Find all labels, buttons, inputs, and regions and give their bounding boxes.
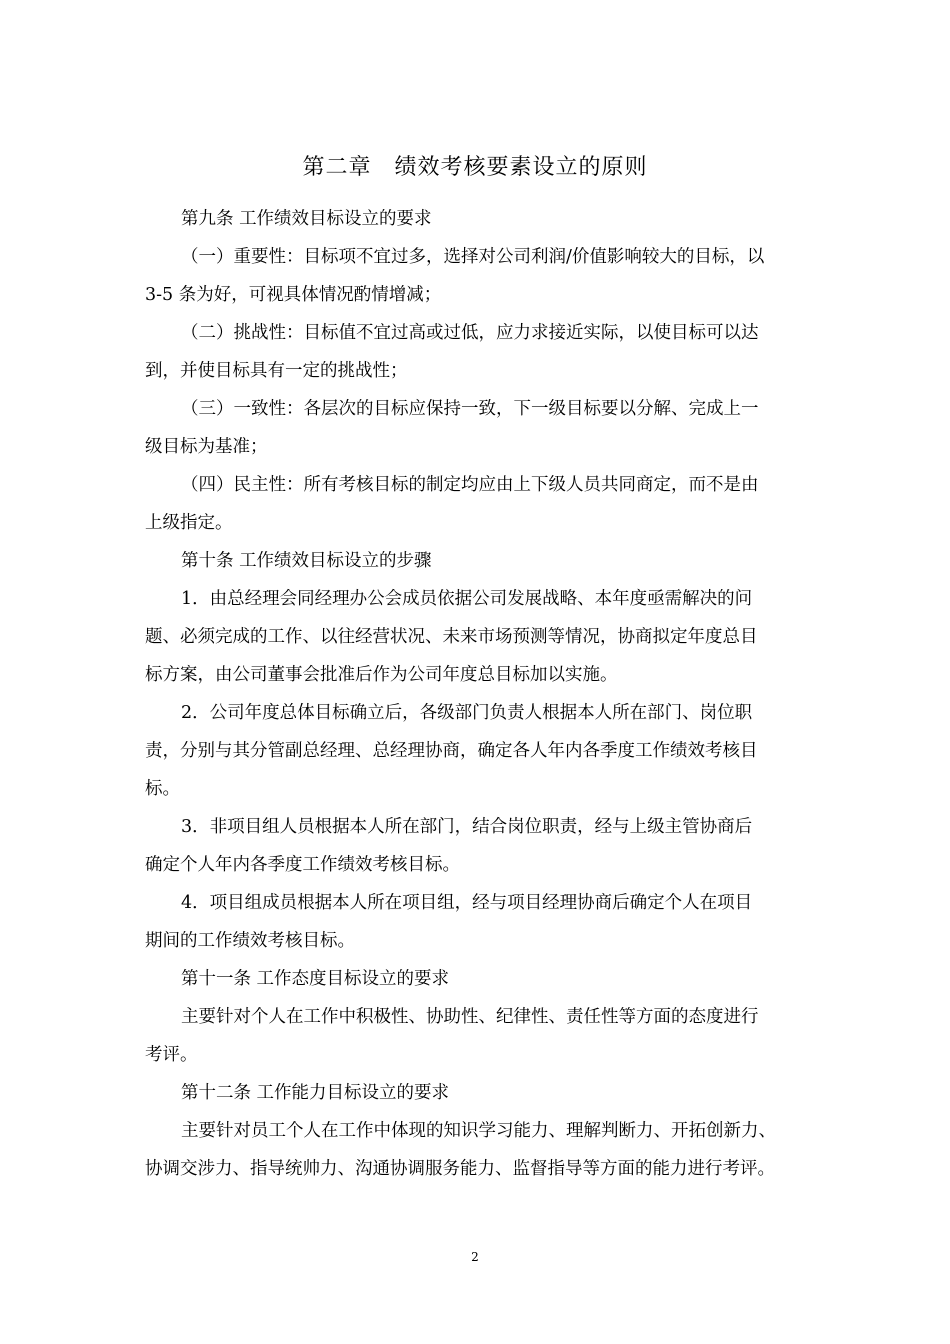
paragraph-line: 标。 (145, 779, 180, 799)
chapter-title: 第二章 绩效考核要素设立的原则 (302, 155, 648, 180)
article-heading: 第九条 工作绩效目标设立的要求 (181, 209, 432, 229)
paragraph (145, 694, 811, 808)
paragraph-line: （四）民主性：所有考核目标的制定均应由上下级人员共同商定，而不是由 (181, 475, 759, 495)
article-heading: 第十一条 工作态度目标设立的要求 (181, 969, 450, 989)
paragraph-line: 上级指定。 (145, 513, 233, 533)
paragraph-line: 主要针对个人在工作中积极性、协助性、纪律性、责任性等方面的态度进行 (181, 1007, 759, 1027)
paragraph-line: （三）一致性：各层次的目标应保持一致，下一级目标要以分解、完成上一 (181, 399, 759, 419)
paragraph-line: 2．公司年度总体目标确立后，各级部门负责人根据本人所在部门、岗位职 (181, 703, 753, 723)
paragraph (145, 884, 811, 960)
paragraph-line: 4．项目组成员根据本人所在项目组，经与项目经理协商后确定个人在项目 (181, 893, 753, 913)
paragraph (145, 466, 811, 542)
paragraph-line: （二）挑战性：目标值不宜过高或过低，应力求接近实际，以使目标可以达 (181, 323, 759, 343)
page-number: 2 (471, 1250, 479, 1264)
document-body (145, 200, 811, 1188)
section-article-9 (145, 200, 811, 542)
paragraph-line: 3．非项目组人员根据本人所在部门，结合岗位职责，经与上级主管协商后 (181, 817, 753, 837)
article-heading: 第十条 工作绩效目标设立的步骤 (181, 551, 432, 571)
paragraph-line: 到，并使目标具有一定的挑战性； (145, 361, 408, 381)
section-article-12 (145, 1074, 811, 1188)
paragraph-line: 责，分别与其分管副总经理、总经理协商，确定各人年内各季度工作绩效考核目 (145, 741, 758, 761)
paragraph-line: 标方案，由公司董事会批准后作为公司年度总目标加以实施。 (145, 665, 618, 685)
section-article-10 (145, 542, 811, 960)
paragraph (145, 1112, 811, 1188)
paragraph-line: 确定个人年内各季度工作绩效考核目标。 (145, 855, 460, 875)
paragraph (145, 238, 811, 314)
paragraph-line: 期间的工作绩效考核目标。 (145, 931, 355, 951)
paragraph (145, 390, 811, 466)
paragraph (145, 580, 811, 694)
paragraph-line: 级目标为基准； (145, 437, 268, 457)
article-heading: 第十二条 工作能力目标设立的要求 (181, 1083, 450, 1103)
paragraph-line: 主要针对员工个人在工作中体现的知识学习能力、理解判断力、开拓创新力、 (181, 1121, 776, 1141)
paragraph-line: 协调交涉力、指导统帅力、沟通协调服务能力、监督指导等方面的能力进行考评。 (145, 1159, 775, 1179)
paragraph-line: 题、必须完成的工作、以往经营状况、未来市场预测等情况，协商拟定年度总目 (145, 627, 758, 647)
paragraph-line: 3-5 条为好，可视具体情况酌情增减； (145, 285, 442, 305)
section-article-11 (145, 960, 811, 1074)
paragraph-line: 1．由总经理会同经理办公会成员依据公司发展战略、本年度亟需解决的问 (181, 589, 753, 609)
paragraph (145, 998, 811, 1074)
paragraph (145, 808, 811, 884)
paragraph-line: 考评。 (145, 1045, 198, 1065)
paragraph (145, 314, 811, 390)
paragraph-line: （一）重要性：目标项不宜过多，选择对公司利润/价值影响较大的目标，以 (181, 247, 765, 267)
